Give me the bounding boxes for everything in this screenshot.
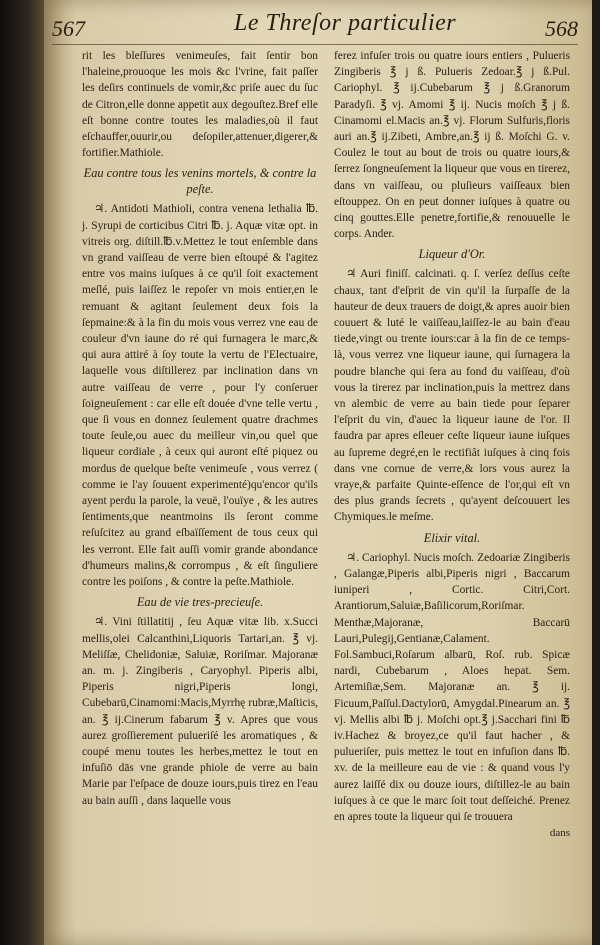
section-heading-eau-de-vie: Eau de vie tres-precieuſe. (136, 595, 264, 610)
section-heading-contre-venins: Eau contre tous les venins mortels, & contre la peſte. (83, 166, 317, 197)
section-heading-elixir-vital: Elixir vital. (423, 530, 481, 545)
header-rule (52, 44, 578, 45)
section-heading-liqueur-dor: Liqueur d'Or. (418, 247, 486, 262)
right-paragraph-3: ♃. Cariophyl. Nucis moſch. Zedoariæ Zingiberis , Galangæ,Piperis albi,Piperis nigri , Baccarum iuniperi , Cortic. Citri,Cort. Arantiorum,Saluiæ,Baſilicorum,Roriſmar. Menthæ,Majoranæ, Baccarū Lauri,Pulegij,Gentianæ,Calament. Fol.Sambuci,Roſarum albarū, Roſ. rub. Spicæ nardi, Cubebarum , Aloes hepat. Sem. Artemiſiæ,Sem. Majoranæ an. ℥ ij. Ficuum,Paſſul.Dactylorū, Amygdal.Pinearum an. ℥ vj. Mellis albi ℔ j. Moſchi opt.℥ j.Sacchari fini ℔ iv.Hachez & broyez,ce qu'il faut hacher , & pulueriſer, puis mettez le tout en infuſion dans ℔. xv. de la meilleure eau de vie : & quand vous l'y aurez laiſſé dix ou douze iours, diſtillez-le au bain iuſques à ce que le marc ſoit tout deſſeiché. Prenez en apres toute la liqueur qui ſe trouuera (334, 551, 570, 823)
left-paragraph-3: ♃. Vini ſtillatitij , ſeu Aquæ vitæ lib. x.Succi mellis,olei Calcanthini,Liquoris Tartari,an. ℥ vj. Meliſſæ, Chelidoniæ, Saluiæ, Roriſmar. Majoranæ an. m. j. Zingiberis , Caryophyl. Piperis albi, Piperis nigri,Piperis longi, Cubebarū,Cinamomi:Macis,Myrrhę rubræ,Maſticis, an. ℥ ij.Cinerum fabarum ℥ v. Apres que vous aurez groſſierement pulueriſé les aromatiques , & coupé menu toutes les herbes,mettez le tout en infuſiō dās vne grande phiole de verre au bain Marie par l'eſpace de douze iours,puis tirez en l'eau au bain auſſi , dans laquelle vous (82, 616, 318, 807)
right-text-column (334, 48, 570, 841)
book-page-spread (44, 0, 592, 945)
book-spine (0, 0, 44, 945)
right-paragraph-2: ♃ Auri finiſſ. calcinati. q. ſ. verſez deſſus ceſte chaux, tant d'eſprit de vin qu'il la ſurpaſſe de la hauteur de deux trauers de doigt,& apres auoir bien couuert & luté le vaiſſeau,laiſſez-le au bain d'eau tiede,vingt ou trente iours:car à la fin de ce temps-là, vous verrez vne liqueur iaune, qui ſurnagera la poudre blanche qui ſera au fond du vaiſſeau, d'où vous la tirerez par inclination,puis la mettrez dans vn alembic de verre au bain tiede pour ſeparer l'eſprit du vin, d'auec la liqueur iaune de l'or. Il faudra par apres eſleuer ceſte liqueur iaune iuſques au ſupreme degré,en le rectifiât iuſques à cinq fois dans vne cornue de verre,& lors vous aurez la vraye,& parfaite Quinte-eſſence de l'or,qui eſt vn des plus grands ſecrets , qu'ayent deſcouuert les Chymiques.le meſme. (334, 268, 570, 524)
page-number-left: 567 (52, 16, 85, 41)
right-paragraph-1: ferez infuſer trois ou quatre iours entiers , Pulueris Zingiberis ℥ j ß. Pulueris Zedoar.℥ j ß.Pul. Cariophyl. ℥ ij.Cubebarum ℥ j ß.Granorum Paradyſi. ℥ vj. Amomi ℥ ij. Nucis moſch ℥ j ß. Cinamomi el.Macis an.℥ vj. Florum Sulfuris,floris auri an.℥ ij.Zibeti, Ambre,an.℥ ij ß. Moſchi G. v. Coulez le tout au bout de trois ou quatre iours,& ſerrez ſongneuſement la liqueur que vous en tirerez, dans vn vaiſſeau, ou pluſieurs vaiſſeaux bien eſtouppez. On en peut donner iuſques à quatre ou cinq gouttes.Elle penetre,fortifie,& renouuelle le corps. Ander. (334, 50, 570, 241)
running-title: Le Threſor particulier (234, 10, 457, 36)
page-number-right: 568 (545, 16, 578, 41)
left-paragraph-1: rit les bleſſures venimeuſes, fait ſentir bon l'haleine,prouoque les mois &c l'vrine, fait paſſer les deſirs continuels de vomir,&c priſe auec du ſuc de Citron,elle donne appetit aux degouſtez.Bref elle eſt bonne contre toutes les maladies,où il faut eſchauffer,ouurir,ou deſopiler,attenuer,digerer,& fortifier.Mathiole. (82, 50, 318, 160)
catchword: dans (549, 827, 570, 840)
running-header (44, 6, 592, 42)
left-paragraph-2: ♃. Antidoti Mathioli, contra venena lethalia ℔. j. Syrupi de corticibus Citri ℔. j. Aquæ vitæ opt. in vitreis org. diſtill.℔.v.Mettez le tout enſemble dans vn grand vaiſſeau de verre bien eſtoupé & l'agitez entre vos mains iuſques à ce qu'il ſoit exactement meſlé, puis laiſſez le repoſer vn mois entier,en le remuant & agitant ſeulement deux fois la ſepmaine:& à la fin du mois vous verrez vne eau de couleur d'vn iaune do ré qui furnagera le marc,& qui aura attiré à ſoy toute la vertu de l'Electuaire, laquelle vous diſtillerez par inclination dans vn autre vaiſſeau de verre , pour l'y conſeruer ſoigneuſement : car elle eſt douée d'vne telle vertu , que ſi vous en donnez ſeulement quatre drachmes toute ſeule,ou auec du meilleur vin,ou quel que liqueur cordiale , à ceux qui auront eſté piquez ou mordus de quelque beſte venimeuſe , vous verrez ( comme ie l'ay ſouuent experimenté)qu'encor qu'ils ayent perdu la parole, la veuë, l'ouïye , & les autres ſentiments,que neantmoins ils ſeront comme reſuſcitez au grand eſbaïſſement de tous ceux qui les verront. Elle fait auſſi vomir grande abondance d'humeurs malins,& corrompus , & eſt ſinguliere contre les poiſons , & contre la peſte.Mathiole. (82, 203, 318, 589)
left-text-column (82, 48, 318, 809)
